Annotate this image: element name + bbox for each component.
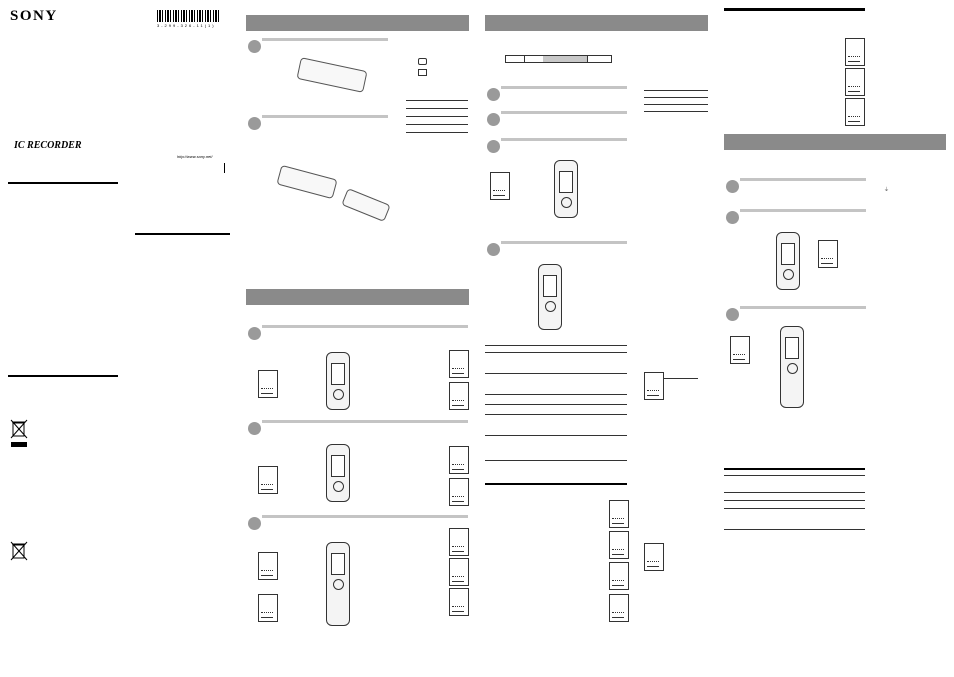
barcode <box>157 10 221 22</box>
section-rule <box>8 375 118 377</box>
table-rule <box>724 529 865 530</box>
lcd-display <box>644 372 664 400</box>
step-marker <box>248 327 261 340</box>
lcd-display <box>730 336 750 364</box>
step-rule <box>501 111 627 114</box>
recorder-device <box>326 352 350 410</box>
recorder-device <box>538 264 562 330</box>
section-rule <box>485 483 627 485</box>
lcd-display <box>449 446 469 474</box>
step-marker <box>487 113 500 126</box>
section-rule <box>135 233 230 235</box>
weee-bin-icon <box>10 418 28 452</box>
plug-icon: ⏚ <box>884 187 890 193</box>
battery-empty-icon <box>418 69 427 76</box>
table-rule <box>724 508 865 509</box>
table-rule <box>485 352 627 353</box>
step-rule <box>262 115 388 118</box>
step-marker <box>248 517 261 530</box>
table-rule <box>485 435 627 436</box>
table-rule <box>406 100 468 101</box>
table-rule <box>485 394 627 395</box>
table-cell-highlight <box>543 55 588 63</box>
step-rule <box>501 138 627 141</box>
table-rule <box>644 90 708 91</box>
recorder-battery-illustration <box>296 57 367 93</box>
lcd-display <box>449 382 469 410</box>
step-marker <box>726 308 739 321</box>
lcd-display <box>845 38 865 66</box>
section-banner <box>485 15 708 31</box>
lcd-display <box>845 68 865 96</box>
table-cell <box>505 55 525 63</box>
table-rule <box>644 97 708 98</box>
step-marker <box>487 88 500 101</box>
table-rule <box>485 345 627 346</box>
lcd-display <box>449 478 469 506</box>
lcd-display <box>609 500 629 528</box>
table-rule <box>644 111 708 112</box>
table-rule <box>406 132 468 133</box>
step-rule <box>262 38 388 41</box>
battery-full-icon <box>418 58 427 65</box>
lcd-display <box>845 98 865 126</box>
product-name: IC RECORDER <box>14 140 82 151</box>
step-marker <box>248 117 261 130</box>
table-rule <box>724 475 865 476</box>
table-rule <box>406 124 468 125</box>
recorder-device <box>780 326 804 408</box>
recorder-device <box>326 542 350 626</box>
step-rule <box>262 325 468 328</box>
lcd-display <box>449 558 469 586</box>
step-marker <box>248 422 261 435</box>
lcd-display <box>609 562 629 590</box>
arrow-line <box>664 378 698 379</box>
section-banner <box>246 15 469 31</box>
lcd-display <box>490 172 510 200</box>
lcd-display <box>449 588 469 616</box>
lcd-display <box>258 594 278 622</box>
table-rule <box>485 373 627 374</box>
table-rule <box>406 116 468 117</box>
lcd-display <box>449 350 469 378</box>
section-rule <box>8 182 118 184</box>
step-rule <box>740 306 866 309</box>
step-rule <box>501 241 627 244</box>
section-banner <box>724 134 946 150</box>
sony-logo: SONY <box>10 8 58 24</box>
step-marker <box>726 211 739 224</box>
table-rule <box>406 108 468 109</box>
section-rule <box>724 8 865 11</box>
weee-bin-icon <box>10 540 28 564</box>
step-marker <box>726 180 739 193</box>
section-rule <box>724 468 865 470</box>
table-cell <box>523 55 544 63</box>
step-rule <box>740 209 866 212</box>
lcd-display <box>609 531 629 559</box>
table-cell <box>587 55 612 63</box>
table-rule <box>724 492 865 493</box>
battery-insert-illustration <box>341 188 390 222</box>
step-marker <box>487 140 500 153</box>
recorder-device <box>554 160 578 218</box>
step-marker <box>248 40 261 53</box>
lcd-display <box>449 528 469 556</box>
divider <box>224 163 225 173</box>
table-rule <box>644 104 708 105</box>
recorder-device <box>326 444 350 502</box>
sony-url: http://www.sony.net/ <box>177 154 213 159</box>
step-marker <box>487 243 500 256</box>
table-rule <box>485 460 627 461</box>
lcd-display <box>258 552 278 580</box>
step-rule <box>740 178 866 181</box>
section-banner <box>246 289 469 305</box>
step-rule <box>262 420 468 423</box>
step-rule <box>262 515 468 518</box>
battery-cover-illustration <box>276 165 337 199</box>
lcd-display <box>258 466 278 494</box>
lcd-display <box>609 594 629 622</box>
table-rule <box>485 404 627 405</box>
lcd-display <box>258 370 278 398</box>
recorder-device <box>776 232 800 290</box>
table-rule <box>724 500 865 501</box>
barcode-number: 3-299-326-11(1) <box>157 23 216 28</box>
lcd-display <box>644 543 664 571</box>
table-rule <box>485 414 627 415</box>
step-rule <box>501 86 627 89</box>
lcd-display <box>818 240 838 268</box>
